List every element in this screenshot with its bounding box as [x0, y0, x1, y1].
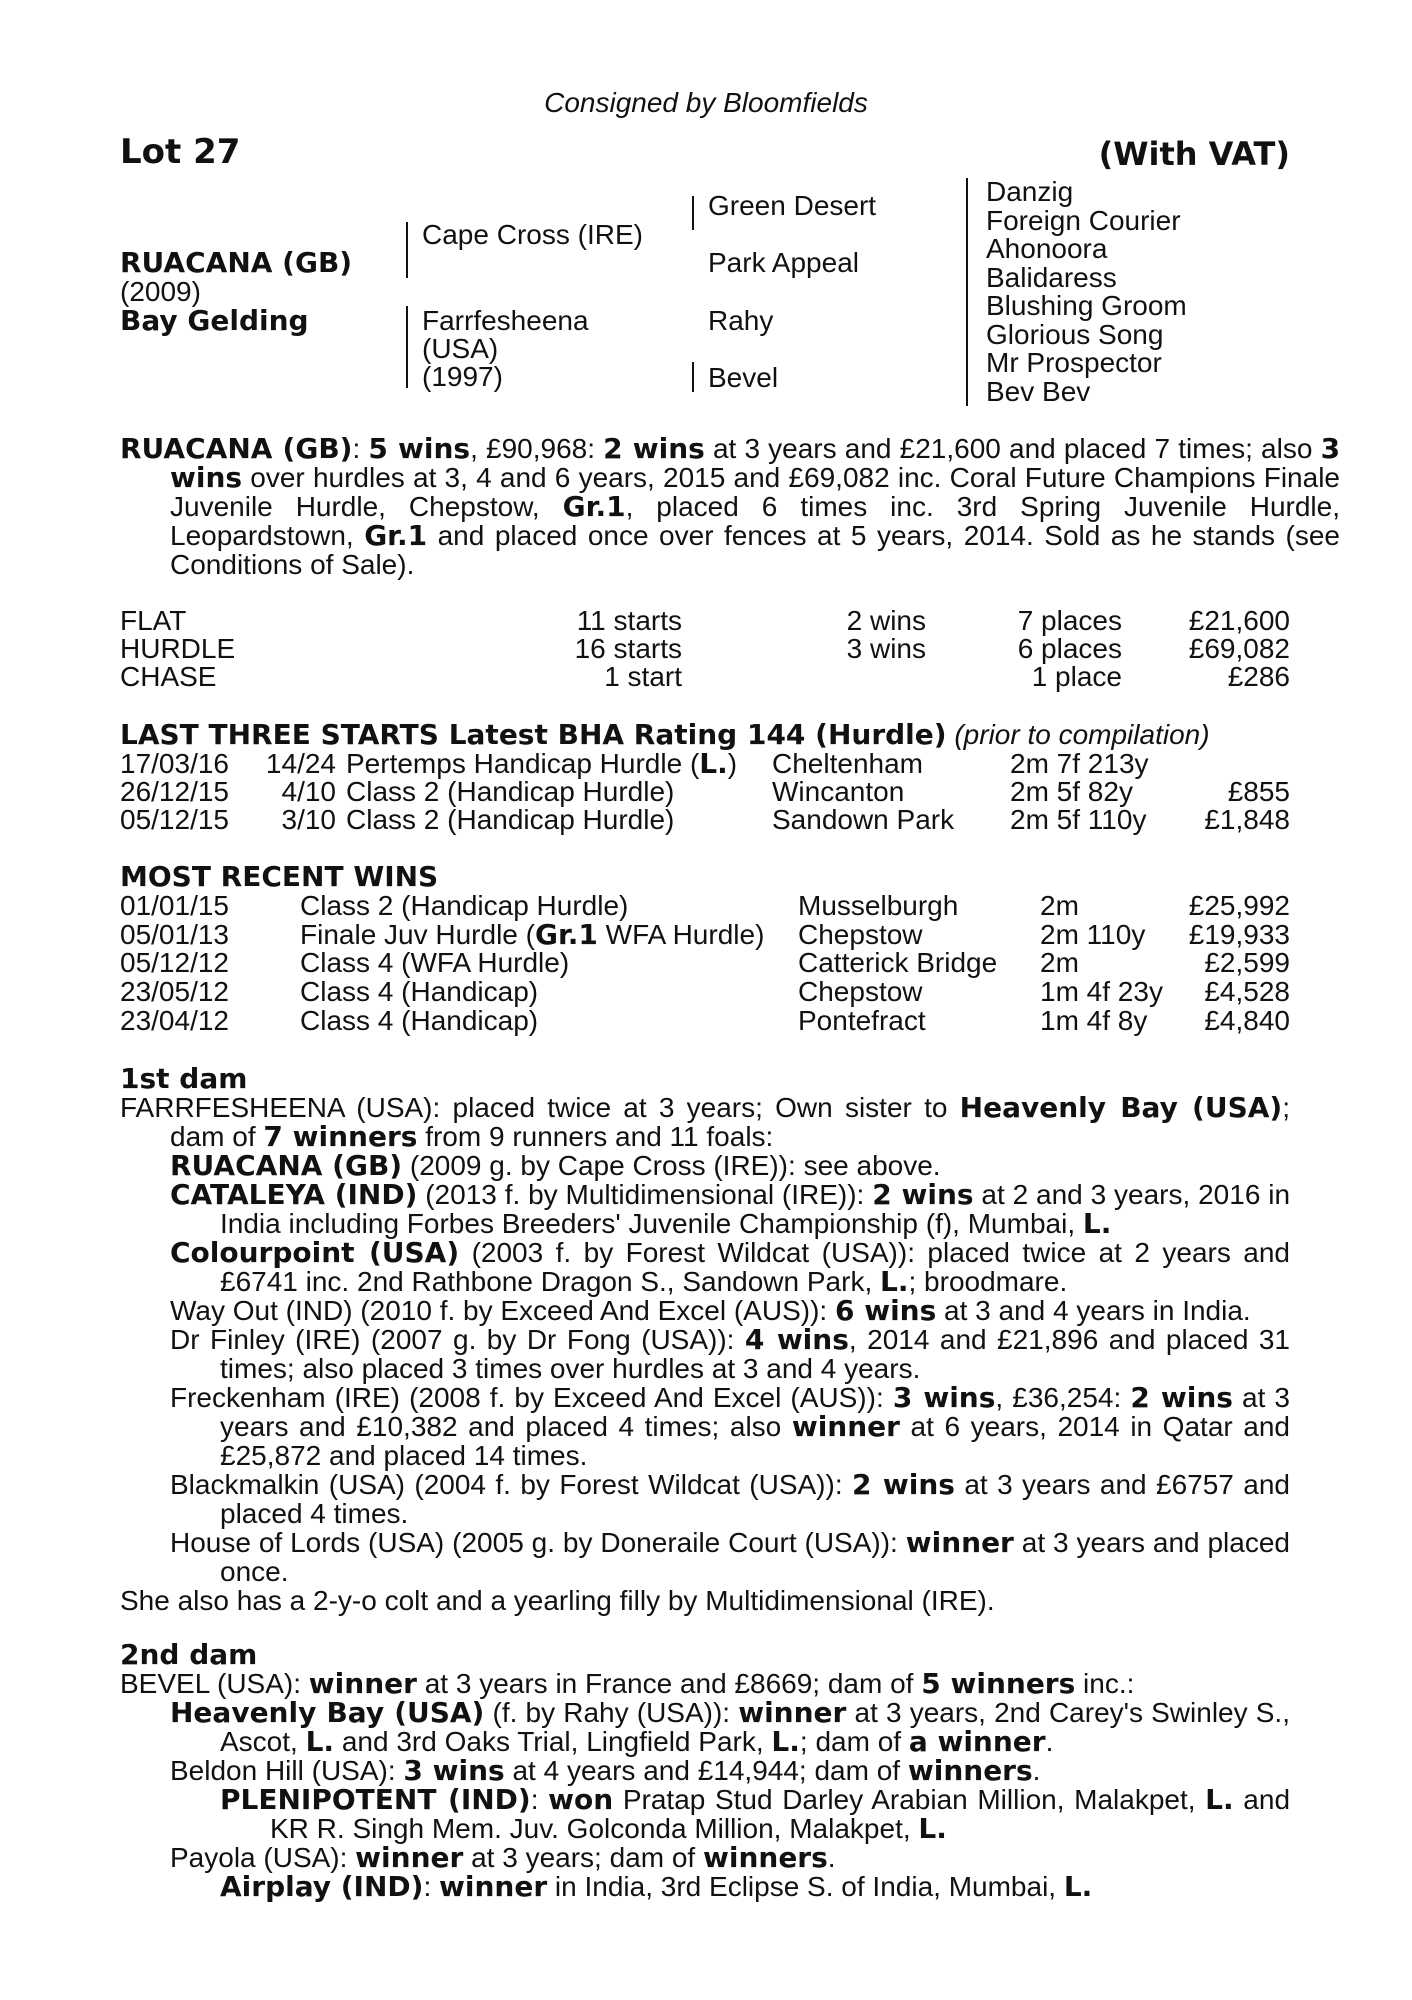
horse-sex: Bay Gelding: [120, 304, 309, 337]
gen4-item: Danzig: [986, 176, 1074, 207]
gen4-bracket: [966, 178, 968, 406]
first-dam-intro: FARRFESHEENA (USA): placed twice at 3 years; Own sister to Heavenly Bay (USA); dam of 7 winners from 9 runners and 11 foals:: [120, 1091, 1290, 1153]
progeny-entry: Airplay (IND): winner in India, 3rd Eclipse S. of India, Mumbai, L.: [220, 1870, 1093, 1903]
second-dam-section: [120, 1640, 1290, 1901]
progeny-entry: RUACANA (GB) (2009 g. by Cape Cross (IRE)): see above.: [170, 1149, 941, 1182]
second-dam-heading: 2nd dam: [120, 1638, 258, 1671]
consignor-line: Consigned by Bloomfields: [544, 87, 868, 118]
sire: Cape Cross (IRE): [422, 219, 643, 250]
recent-wins-heading: MOST RECENT WINS: [120, 860, 439, 893]
vat-status: (With VAT): [1098, 135, 1290, 173]
progeny-entry: Beldon Hill (USA): 3 wins at 4 years and £14,944; dam of winners.: [170, 1754, 1041, 1787]
horse-name: RUACANA (GB): [120, 246, 353, 279]
gen3-bracket: [692, 196, 694, 230]
first-dam-footer: She also has a 2-y-o colt and a yearling filly by Multidimensional (IRE).: [120, 1585, 995, 1616]
dam-country: (USA): [422, 333, 499, 364]
progeny-entry: Freckenham (IRE) (2008 f. by Exceed And Excel (AUS)): 3 wins, £36,254: 2 wins at 3 years and £10,382 and placed 4 times; also winner at 6 years, 2014 in Qatar and £25,872 and placed 14 times.: [170, 1381, 1291, 1471]
sire-bracket: [406, 222, 408, 278]
gen4-item: Bev Bev: [986, 376, 1091, 407]
summary-paragraph: RUACANA (GB): 5 wins, £90,968: 2 wins at 3 years and £21,600 and placed 7 times; also 3 wins over hurdles at 3, 4 and 6 years, 2015 and £69,082 inc. Coral Future Champions Finale Juvenile Hurdle, Chepstow, Gr.1, placed 6 times inc. 3rd Spring Juvenile Hurdle, Leopardstown, Gr.1 and placed once over fences at 5 years, 2014. Sold as he stands (see Conditions of Sale).: [120, 432, 1341, 580]
progeny-entry: Dr Finley (IRE) (2007 g. by Dr Fong (USA)): 4 wins, 2014 and £21,896 and placed 31 times; also placed 3 times over hurdles at 3 and 4 years.: [170, 1323, 1291, 1384]
first-dam-section: [120, 1064, 1290, 1615]
gen4-item: Foreign Courier: [986, 205, 1181, 236]
gen3-item: Rahy: [708, 305, 774, 336]
gen3-item: Park Appeal: [708, 247, 859, 278]
dam-name: Farrfesheena: [422, 305, 589, 336]
progeny-entry: Blackmalkin (USA) (2004 f. by Forest Wildcat (USA)): 2 wins at 3 years and £6757 and placed 4 times.: [170, 1468, 1290, 1529]
first-dam-heading: 1st dam: [120, 1062, 248, 1095]
last-three-note: (prior to compilation): [954, 719, 1210, 750]
last-three-heading: LAST THREE STARTS Latest BHA Rating 144 (Hurdle): [120, 718, 947, 751]
lot-number: Lot 27: [120, 132, 241, 172]
gen4-item: Glorious Song: [986, 319, 1164, 350]
gen4-item: Balidaress: [986, 262, 1117, 293]
gen3-item: Green Desert: [708, 190, 877, 221]
progeny-entry: House of Lords (USA) (2005 g. by Doneraile Court (USA)): winner at 3 years and placed once.: [170, 1526, 1290, 1587]
gen4-item: Mr Prospector: [986, 347, 1162, 378]
progeny-entry: CATALEYA (IND) (2013 f. by Multidimensional (IRE)): 2 wins at 2 and 3 years, 2016 in India including Forbes Breeders' Juvenile Championship (f), Mumbai, L.: [170, 1178, 1291, 1240]
progeny-entry: Heavenly Bay (USA) (f. by Rahy (USA)): winner at 3 years, 2nd Carey's Swinley S., Ascot, L. and 3rd Oaks Trial, Lingfield Park, L.; dam of a winner.: [170, 1696, 1290, 1758]
progeny-entry: Payola (USA): winner at 3 years; dam of winners.: [170, 1841, 836, 1874]
progeny-entry: Colourpoint (USA) (2003 f. by Forest Wildcat (USA)): placed twice at 2 years and £6741 inc. 2nd Rathbone Dragon S., Sandown Park, L.; broodmare.: [170, 1236, 1290, 1298]
horse-year: (2009): [120, 276, 201, 307]
gen4-item: Blushing Groom: [986, 290, 1187, 321]
gen3-item: Bevel: [708, 362, 779, 393]
progeny-entry: PLENIPOTENT (IND): won Pratap Stud Darley Arabian Million, Malakpet, L. and KR R. Singh Mem. Juv. Golconda Million, Malakpet, L.: [220, 1783, 1291, 1845]
gen3-bracket: [692, 362, 694, 392]
progeny-entry: Way Out (IND) (2010 f. by Exceed And Excel (AUS)): 6 wins at 3 and 4 years in India.: [170, 1294, 1251, 1327]
dam-bracket: [406, 306, 408, 388]
gen4-item: Ahonoora: [986, 233, 1108, 264]
second-dam-intro: BEVEL (USA): winner at 3 years in France and £8669; dam of 5 winners inc.:: [120, 1667, 1135, 1700]
dam-year: (1997): [422, 361, 503, 392]
